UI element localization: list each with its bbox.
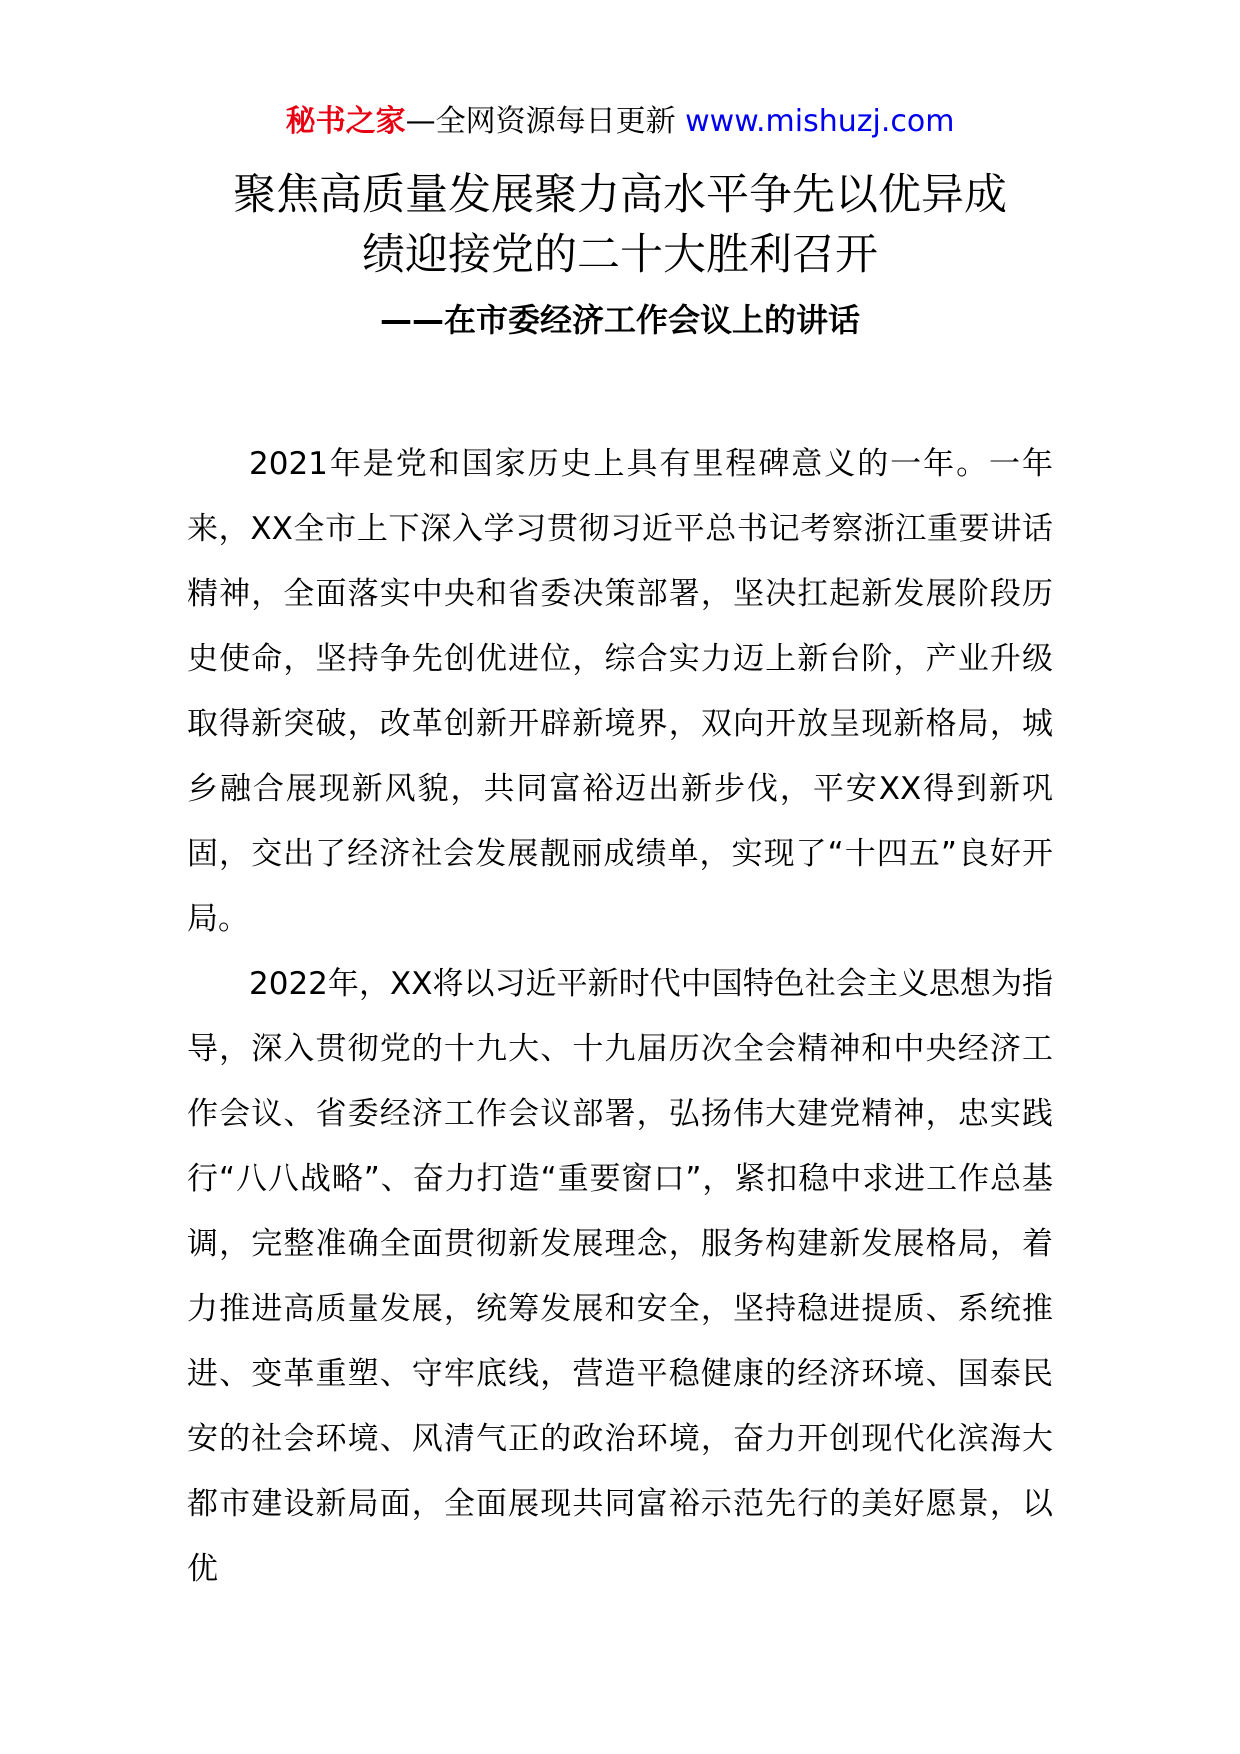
document-body: [187, 432, 1053, 1602]
document-subtitle: ——在市委经济工作会议上的讲话: [379, 301, 860, 339]
site-link[interactable]: www.mishuzj.com: [685, 104, 955, 139]
header-tagline: —全网资源每日更新: [405, 104, 686, 139]
brand-name: 秘书之家: [285, 104, 406, 139]
site-header: [0, 100, 1240, 144]
title-line-2: 绩迎接党的二十大胜利召开: [362, 230, 878, 280]
document-title: [150, 165, 1090, 285]
paragraph-1: 2021年是党和国家历史上具有里程碑意义的一年。一年来，XX全市上下深入学习贯彻习近平总书记考察浙江重要讲话精神，全面落实中央和省委决策部署，坚决扛起新发展阶段历史使命，坚持争先创优进位，综合实力迈上新台阶，产业升级取得新突破，改革创新开辟新境界，双向开放呈现新格局，城乡融合展现新风貌，共同富裕迈出新步伐，平安XX得到新巩固，交出了经济社会发展靓丽成绩单，实现了“十四五”良好开局。: [187, 446, 1053, 937]
paragraph-2: 2022年，XX将以习近平新时代中国特色社会主义思想为指导，深入贯彻党的十九大、十九届历次全会精神和中央经济工作会议、省委经济工作会议部署，弘扬伟大建党精神，忠实践行“八八战略”、奋力打造“重要窗口”，紧扣稳中求进工作总基调，完整准确全面贯彻新发展理念，服务构建新发展格局，着力推进高质量发展，统筹发展和安全，坚持稳进提质、系统推进、变革重塑、守牢底线，营造平稳健康的经济环境、国泰民安的社会环境、风清气正的政治环境，奋力开创现代化滨海大都市建设新局面，全面展现共同富裕示范先行的美好愿景，以优: [187, 966, 1053, 1587]
title-line-1: 聚焦高质量发展聚力高水平争先以优异成: [233, 170, 1007, 220]
